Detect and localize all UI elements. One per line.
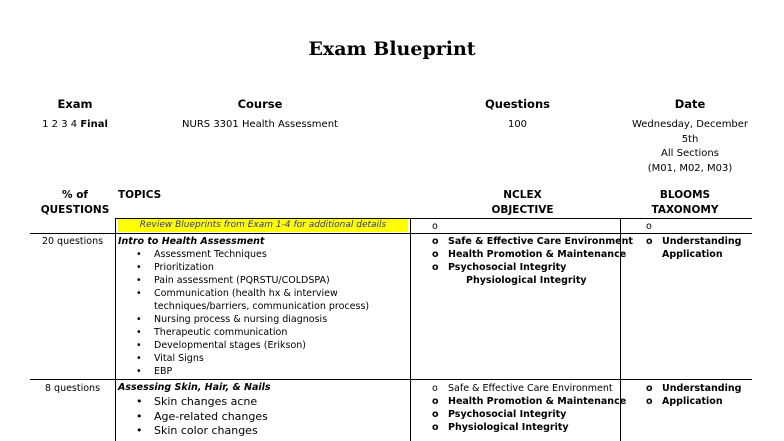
page-title: Exam Blueprint — [308, 38, 476, 60]
nclex-header-line-1: NCLEX — [503, 189, 542, 201]
list-item-continued: techniques/barriers, communication process) — [154, 301, 370, 312]
row2-nclex — [432, 382, 626, 434]
exam-final: Final — [80, 119, 108, 130]
date-line-1: Wednesday, December — [631, 119, 749, 130]
list-item: • Vital Signs — [136, 353, 204, 364]
list-item: o Application — [646, 396, 723, 407]
list-item: o Understanding — [646, 236, 742, 247]
list-item: Physiological Integrity — [466, 275, 587, 286]
nclex-header — [470, 188, 575, 218]
nclex-header-line-2: OBJECTIVE — [491, 204, 554, 216]
list-item: • Skin changes acne — [136, 395, 258, 408]
list-item: • Assessment Techniques — [136, 249, 267, 260]
topics-header: TOPICS — [118, 189, 162, 201]
date-line-4: (M01, M02, M03) — [647, 162, 733, 174]
blooms-header-line-1: BLOOMS — [659, 189, 711, 201]
list-item: • Nursing process & nursing diagnosis — [136, 314, 328, 325]
list-item: o Health Promotion & Maintenance — [432, 249, 627, 260]
course-value: NURS 3301 Health Assessment — [182, 119, 338, 130]
row1-count: 20 questions — [41, 236, 104, 247]
row1-nclex — [432, 235, 633, 287]
list-item: • Pain assessment (PQRSTU/COLDSPA) — [136, 275, 330, 286]
date-value — [620, 118, 760, 176]
questions-value: 100 — [507, 119, 528, 130]
list-item: o Psychosocial Integrity — [432, 262, 567, 273]
row2-count: 8 questions — [44, 383, 101, 394]
list-item: o Health Promotion & Maintenance — [432, 396, 627, 407]
list-item: • Skin color changes — [136, 424, 258, 437]
list-item: • EBP — [136, 366, 173, 377]
exam-numbers: 1 2 3 4 — [42, 119, 78, 130]
row1-blooms — [646, 235, 741, 261]
row1-heading: Intro to Health Assessment — [118, 236, 265, 247]
nclex-empty-bullet: o — [432, 221, 438, 232]
row2-heading: Assessing Skin, Hair, & Nails — [118, 382, 271, 393]
col-divider-1 — [115, 218, 116, 441]
pct-header-line-2: QUESTIONS — [40, 204, 110, 216]
row2-blooms — [646, 382, 741, 408]
review-note: Review Blueprints from Exam 1-4 for additional details — [139, 220, 387, 230]
blooms-header-line-2: TAXONOMY — [651, 204, 719, 216]
list-item: o Physiological Integrity — [432, 422, 569, 433]
questions-header: Questions — [485, 97, 550, 111]
blooms-empty-bullet: o — [646, 221, 652, 232]
list-item: • Prioritization — [136, 262, 214, 273]
list-item: • Developmental stages (Erikson) — [136, 340, 307, 351]
list-item: o Safe & Effective Care Environment — [432, 236, 633, 247]
row1-topics — [118, 248, 408, 378]
list-item: Application — [662, 249, 723, 260]
date-line-2: 5th — [681, 133, 699, 145]
exam-header: Exam — [57, 97, 93, 111]
date-line-3: All Sections — [661, 148, 719, 159]
list-item: o Safe & Effective Care Environment — [432, 383, 613, 394]
row-divider-2 — [30, 379, 752, 380]
list-item: o Understanding — [646, 383, 742, 394]
col-divider-2 — [410, 218, 411, 441]
pct-header — [30, 188, 120, 218]
exam-value — [25, 118, 125, 133]
blooms-header — [630, 188, 740, 218]
row-divider-1 — [30, 233, 752, 234]
pct-header-line-1: % of — [62, 189, 88, 201]
list-item: • Age-related changes — [136, 409, 268, 423]
row2-topics — [118, 395, 408, 439]
list-item: • Communication (health hx & interview — [136, 288, 338, 299]
list-item: • Therapeutic communication — [136, 327, 288, 338]
date-header: Date — [674, 97, 706, 111]
list-item: o Psychosocial Integrity — [432, 409, 567, 420]
course-header: Course — [237, 97, 283, 111]
